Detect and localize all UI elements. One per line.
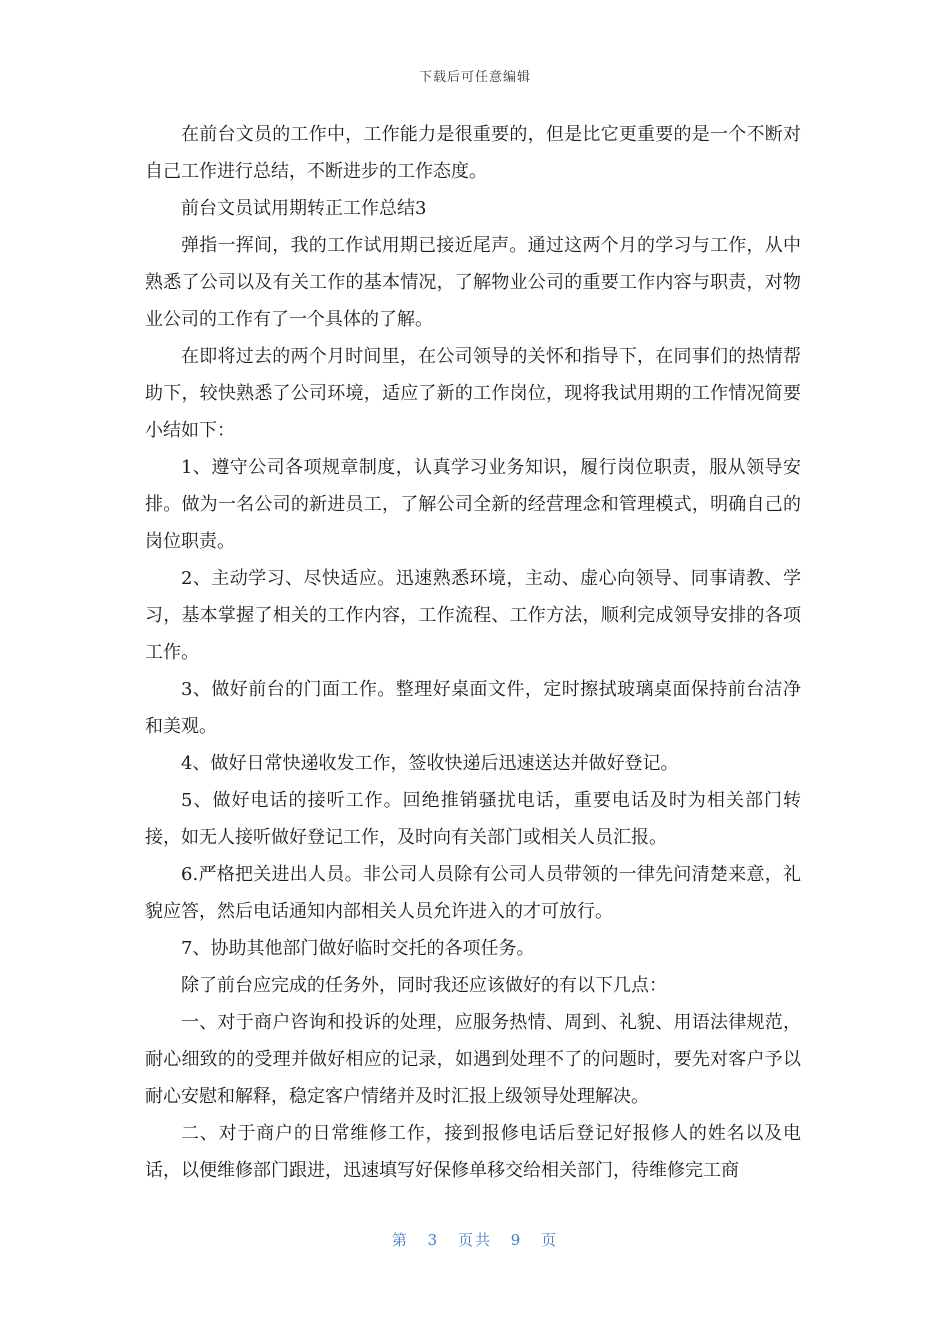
list-item: 1、遵守公司各项规章制度，认真学习业务知识，履行岗位职责，服从领导安排。做为一名公司的新进员工，了解公司全新的经营理念和管理模式，明确自己的岗位职责。 <box>145 457 801 552</box>
page-footer <box>0 1229 950 1250</box>
current-page-number: 3 <box>427 1231 440 1249</box>
list-item: 二、对于商户的日常维修工作，接到报修电话后登记好报修人的姓名以及电话，以便维修部门跟进，迅速填写好保修单移交给相关部门，待维修完工商 <box>145 1123 801 1181</box>
paragraph: 在前台文员的工作中，工作能力是很重要的，但是比它更重要的是一个不断对自己工作进行总结，不断进步的工作态度。 <box>145 124 801 182</box>
page-header: 下载后可任意编辑 <box>418 70 531 85</box>
paragraph: 弹指一挥间，我的工作试用期已接近尾声。通过这两个月的学习与工作，从中熟悉了公司以及有关工作的基本情况，了解物业公司的重要工作内容与职责，对物业公司的工作有了一个具体的了解。 <box>145 235 801 330</box>
page-label-prefix: 第 <box>391 1231 409 1249</box>
paragraph: 除了前台应完成的任务外，同时我还应该做好的有以下几点： <box>181 975 667 996</box>
list-item: 2、主动学习、尽快适应。迅速熟悉环境，主动、虚心向领导、同事请教、学习，基本掌握了相关的工作内容，工作流程、工作方法，顺利完成领导安排的各项工作。 <box>145 568 801 663</box>
list-item: 6.严格把关进出人员。非公司人员除有公司人员带领的一律先问清楚来意，礼貌应答，然后电话通知内部相关人员允许进入的才可放行。 <box>145 864 801 922</box>
list-item: 7、协助其他部门做好临时交托的各项任务。 <box>181 938 535 959</box>
page-label-middle: 页共 <box>457 1231 492 1249</box>
list-item: 一、对于商户咨询和投诉的处理，应服务热情、周到、礼貌、用语法律规范，耐心细致的的受理并做好相应的记录，如遇到处理不了的问题时，要先对客户予以耐心安慰和解释，稳定客户情绪并及时汇报上级领导处理解决。 <box>145 1012 801 1107</box>
list-item: 4、做好日常快递收发工作，签收快递后迅速送达并做好登记。 <box>181 753 679 774</box>
section-title: 前台文员试用期转正工作总结3 <box>181 198 427 219</box>
total-pages-number: 9 <box>510 1231 523 1249</box>
paragraph: 在即将过去的两个月时间里，在公司领导的关怀和指导下，在同事们的热情帮助下，较快熟悉了公司环境，适应了新的工作岗位，现将我试用期的工作情况简要小结如下： <box>145 346 801 441</box>
document-body <box>145 116 801 1189</box>
page-label-suffix: 页 <box>541 1231 559 1249</box>
list-item: 3、做好前台的门面工作。整理好桌面文件，定时擦拭玻璃桌面保持前台洁净和美观。 <box>145 679 801 737</box>
list-item: 5、做好电话的接听工作。回绝推销骚扰电话，重要电话及时为相关部门转接，如无人接听做好登记工作，及时向有关部门或相关人员汇报。 <box>145 790 801 848</box>
